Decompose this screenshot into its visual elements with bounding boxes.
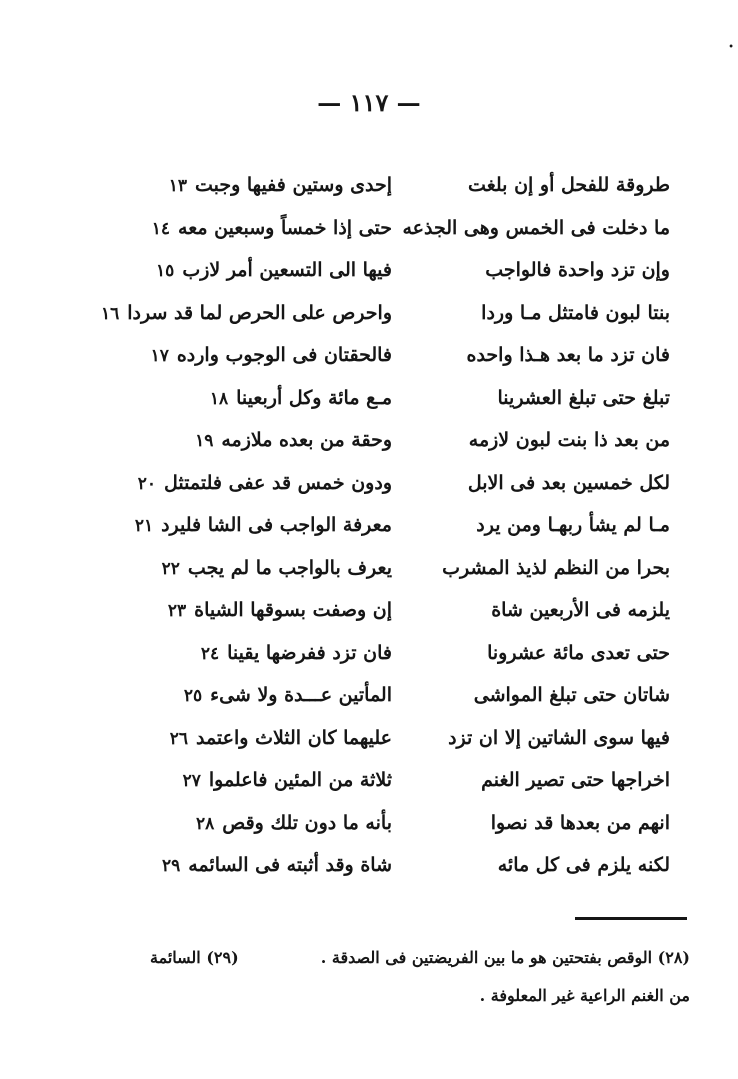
verse-line	[150, 848, 670, 891]
verse-second-hemistich	[150, 806, 392, 841]
verse-second-hemistich-text: ودون خمس قد عفى فلتمتثل	[164, 471, 392, 494]
verse-first-hemistich: انهم من بعدها قد نصوا	[490, 811, 670, 834]
footnote-28: (٢٨) الوقص بفتحتين هو ما بين الفريضتين فى الصدقة .	[320, 948, 690, 967]
verse-second-hemistich-text: بأنه ما دون تلك وقص	[222, 811, 392, 834]
verse-second-hemistich	[150, 636, 392, 671]
verse-second-hemistich-text: شاة وقد أثبته فى السائمه	[188, 854, 392, 876]
verse-second-hemistich-text: يعرف بالواجب ما لم يجب	[187, 556, 392, 579]
verse-first-hemistich: اخراجها حتى تصير الغنم	[481, 769, 670, 791]
footnote-29-continuation: من الغنم الراعية غير المعلوفة .	[479, 986, 690, 1005]
verse-second-hemistich	[150, 338, 392, 373]
verse-line	[150, 168, 670, 211]
verse-line	[100, 296, 670, 339]
verse-second-hemistich	[150, 253, 392, 288]
verse-second-hemistich	[150, 168, 392, 203]
verse-line	[150, 806, 670, 849]
verse-number: ٢٣	[167, 601, 187, 621]
verse-line	[150, 636, 670, 679]
verse-second-hemistich-text: ثلاثة من المئين فاعلموا	[208, 769, 392, 791]
verse-number: ١٥	[156, 261, 175, 281]
verse-first-hemistich: تبلغ حتى تبلغ العشرينا	[497, 386, 670, 409]
verse-first-hemistich: فيها سوى الشاتين إلا ان تزد	[448, 726, 670, 749]
verse-number: ٢٩	[161, 856, 181, 876]
verse-second-hemistich	[134, 508, 392, 543]
verse-second-hemistich	[150, 721, 392, 756]
verse-second-hemistich-text: فيها الى التسعين أمر لازب	[182, 259, 392, 281]
verse-number: ٢٥	[183, 686, 203, 706]
verse-second-hemistich	[150, 381, 392, 416]
verse-first-hemistich: بنتا لبون فامتثل مـا وردا	[481, 301, 670, 324]
footnote-line	[150, 948, 690, 986]
verse-second-hemistich-text: فان تزد ففرضها يقينا	[227, 641, 392, 664]
verse-number: ٢٢	[161, 558, 180, 579]
footnote-29: (٢٩) السائمة	[150, 948, 239, 967]
verse-second-hemistich-text: عليهما كان الثلاث واعتمد	[195, 726, 392, 749]
verse-line	[150, 253, 670, 296]
verse-first-hemistich: من بعد ذا بنت لبون لازمه	[468, 429, 670, 451]
verse-number: ٢٧	[182, 771, 201, 791]
verse-number: ١٤	[151, 218, 171, 239]
verse-first-hemistich: وإن تزد واحدة فالواجب	[485, 259, 670, 281]
verse-second-hemistich-text: وحقة من بعده ملازمه	[221, 429, 392, 451]
verse-second-hemistich	[150, 211, 392, 246]
footnote-line	[150, 986, 690, 1024]
verse-first-hemistich: بحرا من النظم لذيذ المشرب	[442, 556, 670, 579]
verse-number: ١٣	[168, 176, 187, 196]
verse-number: ٢٤	[200, 643, 220, 664]
verse-number: ١٧	[150, 346, 169, 366]
verse-first-hemistich: طروقة للفحل أو إن بلغت	[468, 174, 670, 196]
verse-first-hemistich: مـا لم يشأ ربهـا ومن يرد	[476, 514, 670, 536]
verse-second-hemistich	[150, 763, 392, 798]
verse-second-hemistich-text: مـع مائة وكل أربعينا	[236, 386, 392, 409]
footnote-divider	[575, 917, 687, 920]
scan-edge-mark: •	[728, 42, 734, 53]
verse-second-hemistich-text: معرفة الواجب فى الشا فليرد	[161, 514, 392, 536]
footnotes	[150, 948, 690, 1024]
verse-first-hemistich: فان تزد ما بعد هـذا واحده	[466, 344, 670, 366]
verse-second-hemistich-text: إحدى وستين ففيها وجبت	[194, 174, 392, 196]
verse-line	[137, 466, 670, 509]
verse-second-hemistich-text: واحرص على الحرص لما قد سردا	[127, 301, 392, 324]
verse-number: ٢٠	[137, 473, 157, 494]
verse-second-hemistich-text: المأتين عـــدة ولا شىء	[210, 684, 392, 706]
verse-line	[150, 678, 670, 721]
verse-first-hemistich: لكل خمسين بعد فى الابل	[467, 471, 670, 494]
verse-second-hemistich	[137, 466, 392, 501]
verse-second-hemistich	[150, 551, 392, 586]
verse-second-hemistich-text: حتى إذا خمساً وسبعين معه	[178, 216, 392, 239]
verse-line	[150, 381, 670, 424]
verse-number: ٢٦	[169, 728, 188, 749]
verse-number: ٢٨	[196, 813, 215, 834]
verse-first-hemistich: لكنه يلزم فى كل مائه	[497, 854, 670, 876]
verse-first-hemistich: يلزمه فى الأربعين شاة	[491, 599, 670, 621]
verse-second-hemistich	[150, 678, 392, 713]
verse-number: ١٨	[209, 388, 229, 409]
verse-number: ١٦	[100, 303, 120, 324]
verse-line	[134, 508, 670, 551]
verse-first-hemistich: حتى تعدى مائة عشرونا	[487, 641, 670, 664]
verse-second-hemistich-text: إن وصفت بسوقها الشياة	[194, 599, 392, 621]
verse-number: ٢١	[134, 516, 154, 536]
verse-second-hemistich-text: فالحقتان فى الوجوب وارده	[176, 344, 392, 366]
verse-line	[150, 338, 670, 381]
page-number: — ١١٧ —	[317, 88, 421, 117]
verse-line	[150, 211, 670, 254]
verse-second-hemistich	[150, 423, 392, 458]
verse-second-hemistich	[100, 296, 392, 331]
verse-number: ١٩	[195, 431, 214, 451]
verse-second-hemistich	[150, 848, 392, 883]
verse-first-hemistich: ما دخلت فى الخمس وهى الجذعه	[402, 216, 670, 239]
verse-line	[150, 721, 670, 764]
verse-line	[150, 551, 670, 594]
verse-first-hemistich: شاتان حتى تبلغ المواشى	[473, 684, 670, 706]
poem-body	[100, 168, 670, 891]
verse-line	[150, 763, 670, 806]
verse-line	[150, 593, 670, 636]
verse-line	[150, 423, 670, 466]
verse-second-hemistich	[150, 593, 392, 628]
